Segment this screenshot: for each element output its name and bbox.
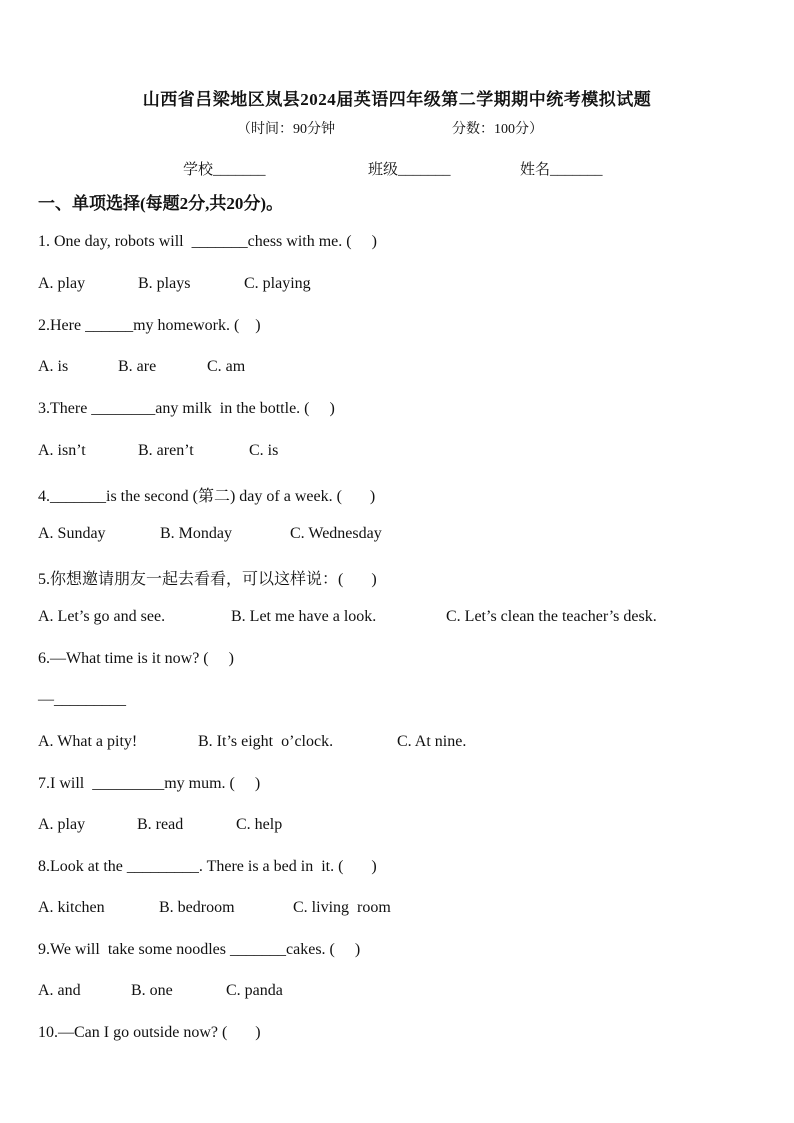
exam-title: 山西省吕梁地区岚县2024届英语四年级第二学期期中统考模拟试题 [142,90,652,109]
name-field: 姓名_______ [520,162,603,178]
option-b: B. one [131,982,173,999]
question-stem: 7.I will _________my mum. ( ) [38,775,261,792]
question-stem: 8.Look at the _________. There is a bed in it. ( ) [38,858,377,875]
option-c: C. At nine. [397,733,467,750]
question-stem: 10.—Can I go outside now? ( ) [38,1024,261,1041]
option-b: B. bedroom [159,899,235,916]
section-heading: 一、单项选择(每题2分,共20分)。 [38,194,284,213]
option-a: A. kitchen [38,899,105,916]
option-a: A. play [38,275,86,292]
option-a: A. and [38,982,81,999]
option-c: C. panda [226,982,283,999]
option-b: B. plays [138,275,191,292]
question-stem: 1. One day, robots will _______chess with me. ( ) [38,233,377,250]
option-a: A. What a pity! [38,733,138,750]
option-c: C. help [236,816,283,833]
option-c: C. Wednesday [290,525,382,542]
exam-score: 分数：100分） [452,122,543,137]
option-b: B. Monday [160,525,232,542]
class-field: 班级_______ [368,162,451,178]
option-a: A. Sunday [38,525,106,542]
answer-line: —_________ [38,691,126,708]
question-stem: 9.We will take some noodles _______cakes. ( ) [38,941,361,958]
option-c: C. Let’s clean the teacher’s desk. [446,608,657,625]
option-c: C. is [249,442,279,459]
school-field: 学校_______ [183,162,266,178]
option-c: C. am [207,358,246,375]
option-c: C. playing [244,275,311,292]
option-c: C. living room [293,899,391,916]
option-b: B. It’s eight o’clock. [198,733,334,750]
option-b: B. Let me have a look. [231,608,377,625]
question-stem: 4._______is the second (第二) day of a week. ( ) [38,488,376,505]
question-stem: 2.Here ______my homework. ( ) [38,317,261,334]
question-stem: 5.你想邀请朋友一起去看看，可以这样说：( ) [38,571,377,588]
option-b: B. aren’t [138,442,194,459]
option-b: B. are [118,358,157,375]
option-a: A. Let’s go and see. [38,608,166,625]
option-a: A. is [38,358,69,375]
question-stem: 6.—What time is it now? ( ) [38,650,234,667]
option-b: B. read [137,816,184,833]
option-a: A. isn’t [38,442,86,459]
exam-time: （时间：90分钟 [237,122,335,137]
question-stem: 3.There ________any milk in the bottle. ( ) [38,400,335,417]
option-a: A. play [38,816,86,833]
